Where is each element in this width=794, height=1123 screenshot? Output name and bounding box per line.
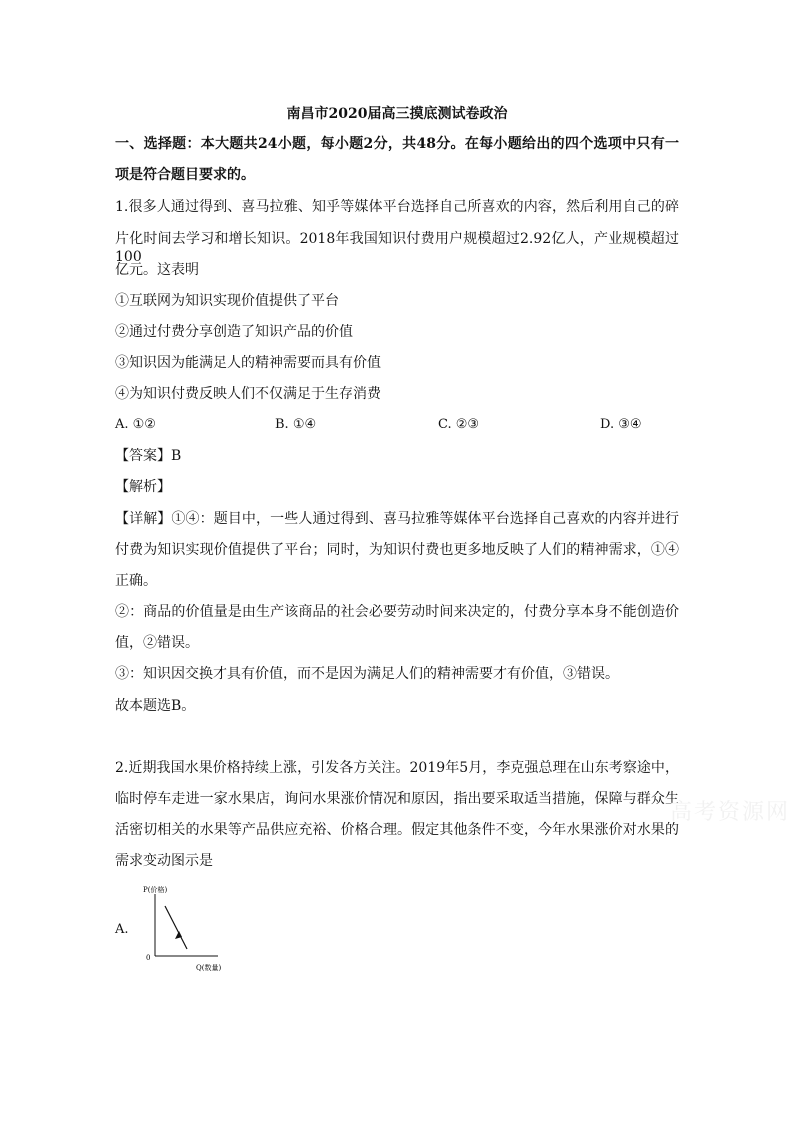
- q1-statement-1: ①互联网为知识实现价值提供了平台: [115, 293, 339, 309]
- q1-stem-line-2: 片化时间去学习和增长知识。2018年我国知识付费用户规模超过2.92亿人，产业规模超过100: [115, 231, 679, 265]
- q1-statement-3: ③知识因为能满足人的精神需要而具有价值: [115, 355, 381, 371]
- q2-demand-graph: [138, 884, 228, 976]
- q1-statement-4: ④为知识付费反映人们不仅满足于生存消费: [115, 386, 381, 402]
- section-heading-line-1: 一、选择题：本大题共24小题，每小题2分，共48分。在每小题给出的四个选项中只有一: [115, 136, 679, 152]
- graph-x-label: Q(数量): [196, 964, 222, 972]
- q2-option-a-label: A.: [115, 922, 129, 937]
- graph-y-label: P(价格): [143, 886, 168, 894]
- q1-stem-line-3: 亿元。这表明: [115, 262, 199, 278]
- graph-origin-label: 0: [146, 954, 151, 962]
- demand-curve: [165, 906, 187, 949]
- q1-option-a: A. ①②: [115, 417, 156, 432]
- q1-detail-line-1: 【详解】①④：题目中，一些人通过得到、喜马拉雅等媒体平台选择自己喜欢的内容并进行: [115, 511, 679, 527]
- q1-analysis-label: 【解析】: [115, 479, 171, 495]
- q2-stem-line-1: 2.近期我国水果价格持续上涨，引发各方关注。2019年5月，李克强总理在山东考察途中，: [115, 760, 679, 776]
- q1-option-d: D. ③④: [600, 417, 642, 432]
- q1-option-b: B. ①④: [275, 417, 317, 432]
- section-heading-line-2: 项是符合题目要求的。: [115, 167, 255, 183]
- q1-answer: 【答案】B: [115, 448, 182, 464]
- page-title: 南昌市2020届高三摸底测试卷政治: [286, 106, 508, 122]
- q1-option-c: C. ②③: [438, 417, 480, 432]
- q2-stem-line-2: 临时停车走进一家水果店，询问水果涨价情况和原因，指出要采取适当措施，保障与群众生: [115, 791, 679, 807]
- q1-detail-line-2: 付费为知识实现价值提供了平台；同时，为知识付费也更多地反映了人们的精神需求，①④: [115, 542, 679, 558]
- q1-detail-line-4: ②：商品的价值量是由生产该商品的社会必要劳动时间来决定的，付费分享本身不能创造价: [115, 604, 679, 620]
- q1-statement-2: ②通过付费分享创造了知识产品的价值: [115, 324, 353, 340]
- watermark-logo: 高考资源网: [670, 800, 791, 825]
- q1-detail-line-7: 故本题选B。: [115, 698, 196, 714]
- q1-stem-line-1: 1.很多人通过得到、喜马拉雅、知乎等媒体平台选择自己所喜欢的内容，然后利用自己的碎: [115, 199, 679, 215]
- q1-detail-line-6: ③：知识因交换才具有价值，而不是因为满足人们的精神需要才有价值，③错误。: [115, 666, 619, 682]
- q1-detail-line-5: 值，②错误。: [115, 635, 199, 651]
- q2-stem-line-3: 活密切相关的水果等产品供应充裕、价格合理。假定其他条件不变，今年水果涨价对水果的: [115, 822, 679, 838]
- q1-detail-line-3: 正确。: [115, 573, 157, 589]
- q2-stem-line-4: 需求变动图示是: [115, 853, 213, 869]
